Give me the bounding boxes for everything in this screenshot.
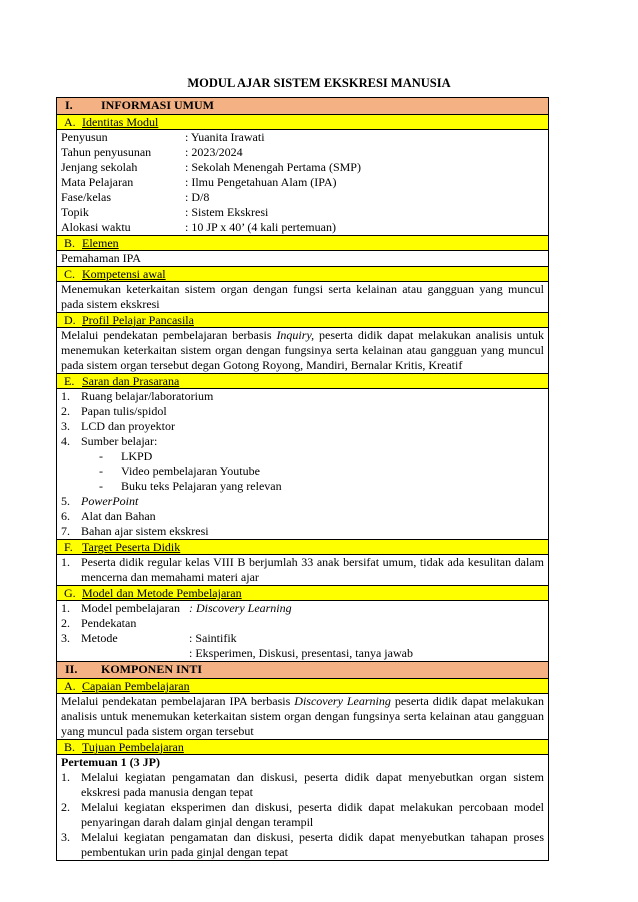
section-number: I. <box>65 98 73 112</box>
subsection-tujuan <box>57 740 549 755</box>
list-number: 3. <box>61 830 70 844</box>
subsection-elemen <box>57 236 549 251</box>
metode-extra: : Eksperimen, Diskusi, presentasi, tanya jawab <box>189 646 413 660</box>
identitas-row <box>61 190 544 205</box>
field-key: Mata Pelajaran <box>61 175 134 189</box>
list-item <box>61 616 544 631</box>
sarana-content <box>57 389 549 540</box>
identitas-row <box>61 205 544 220</box>
identitas-content <box>57 130 549 236</box>
list-item <box>61 509 544 524</box>
field-key: Topik <box>61 205 89 219</box>
list-item <box>61 631 544 646</box>
list-item <box>61 389 544 404</box>
subsection-sarana <box>57 374 549 389</box>
list-text: LCD dan proyektor <box>81 419 175 433</box>
list-number: 1. <box>61 389 70 403</box>
document-title: MODUL AJAR SISTEM EKSKRESI MANUSIA <box>187 76 451 90</box>
capaian-content <box>57 694 549 740</box>
identitas-row <box>61 160 544 175</box>
subsection-target-peserta <box>57 540 549 555</box>
list-number: 6. <box>61 509 70 523</box>
subsection-letter: A. <box>64 679 76 693</box>
section-label: INFORMASI UMUM <box>101 98 214 112</box>
field-key: Jenjang sekolah <box>61 160 138 174</box>
sub-list-item <box>61 449 544 464</box>
sub-list-text: LKPD <box>121 449 153 463</box>
list-item <box>61 419 544 434</box>
subsection-label: Tujuan Pembelajaran <box>82 740 184 754</box>
capaian-text-post: peserta didik dapat melakukan analisis untuk menemukan keterkaitan sistem organ dengan fungsinya serta kelainan atau gangguan yang muncul pada sistem organ tersebut <box>61 694 544 738</box>
list-number: 2. <box>61 404 70 418</box>
list-number: 3. <box>61 631 70 645</box>
pertemuan-heading: Pertemuan 1 (3 JP) <box>61 755 160 769</box>
subsection-capaian <box>57 679 549 694</box>
list-number: 5. <box>61 494 70 508</box>
kompetensi-text: Menemukan keterkaitan sistem organ dengan fungsi serta kelainan atau gangguan yang muncul pada sistem ekskresi <box>57 282 549 313</box>
section-header-informasi-umum <box>57 98 549 115</box>
list-text: Melalui kegiatan pengamatan dan diskusi, peserta didik dapat menyebutkan organ sistem ekskresi pada manusia dengan tepat <box>81 770 544 799</box>
list-text: Sumber belajar: <box>81 434 158 448</box>
capaian-text-pre: Melalui pendekatan pembelajaran IPA berbasis <box>61 694 295 708</box>
field-value: : Ilmu Pengetahuan Alam (IPA) <box>185 175 337 189</box>
list-text: Alat dan Bahan <box>81 509 156 523</box>
list-item <box>61 494 544 509</box>
subsection-letter: E. <box>64 374 75 388</box>
profil-text-post: peserta didik dapat melakukan analisis untuk menemukan keterkaitan sistem organ dengan fungsinya serta kelainan atau gangguan yang muncul pada sistem organ tersebut degan Gotong Royong, Mandiri, Bernalar Kritis, Kreatif <box>61 328 544 372</box>
list-number: 2. <box>61 616 70 630</box>
subsection-letter: C. <box>64 267 76 281</box>
subsection-label: Model dan Metode Pembelajaran <box>82 586 242 600</box>
subsection-model-metode <box>57 586 549 601</box>
model-content <box>57 601 549 662</box>
list-item <box>61 404 544 419</box>
list-text: Ruang belajar/laboratorium <box>81 389 214 403</box>
field-value: : Sistem Ekskresi <box>185 205 269 219</box>
section-label: KOMPONEN INTI <box>101 662 203 676</box>
subsection-label: Profil Pelajar Pancasila <box>82 313 194 327</box>
subsection-label: Saran dan Prasarana <box>82 374 180 388</box>
subsection-letter: A. <box>64 115 76 129</box>
field-value: : 10 JP x 40’ (4 kali pertemuan) <box>185 220 336 234</box>
subsection-label: Identitas Modul <box>82 115 159 129</box>
elemen-content <box>57 251 549 267</box>
subsection-label: Kompetensi awal <box>82 267 166 281</box>
list-item <box>61 434 544 449</box>
subsection-label: Target Peserta Didik <box>82 540 181 554</box>
subsection-letter: G. <box>64 586 76 600</box>
subsection-letter: D. <box>64 313 76 327</box>
dash-marker: - <box>99 464 103 478</box>
tujuan-content <box>57 755 549 861</box>
identitas-row <box>61 220 544 235</box>
module-table <box>56 97 549 861</box>
subsection-label: Capaian Pembelajaran <box>82 679 190 693</box>
list-number: 1. <box>61 555 70 569</box>
field-key: Penyusun <box>61 130 108 144</box>
list-item <box>61 770 544 800</box>
identitas-row <box>61 175 544 190</box>
subsection-profil-pelajar <box>57 313 549 328</box>
field-value: : Sekolah Menengah Pertama (SMP) <box>185 160 361 174</box>
subsection-label: Elemen <box>82 236 119 250</box>
list-item <box>61 601 544 616</box>
list-number: 4. <box>61 434 70 448</box>
list-item <box>61 524 544 539</box>
list-item <box>61 830 544 860</box>
field-value: : Yuanita Irawati <box>185 130 265 144</box>
field-value: : D/8 <box>185 190 210 204</box>
section-number: II. <box>65 662 78 676</box>
elemen-text: Pemahaman IPA <box>57 251 549 267</box>
sub-list-text: Video pembelajaran Youtube <box>121 464 260 478</box>
field-value: : 2023/2024 <box>185 145 243 159</box>
profil-text-pre: Melalui pendekatan pembelajaran berbasis <box>61 328 277 342</box>
target-content <box>57 555 549 586</box>
subsection-kompetensi-awal <box>57 267 549 282</box>
list-text: PowerPoint <box>81 494 139 508</box>
list-item <box>61 555 544 585</box>
subsection-letter: B. <box>64 740 76 754</box>
list-text: Melalui kegiatan pengamatan dan diskusi, peserta didik dapat menyebutkan tahapan proses pembentukan urin pada ginjal dengan tepat <box>81 830 544 859</box>
list-number: 1. <box>61 601 70 615</box>
field-key: Tahun penyusunan <box>61 145 152 159</box>
identitas-row <box>61 145 544 160</box>
sub-list-item <box>61 479 544 494</box>
dash-marker: - <box>99 449 103 463</box>
kompetensi-content <box>57 282 549 313</box>
profil-text-emphasis: Inquiry, <box>276 328 315 342</box>
list-text: Papan tulis/spidol <box>81 404 167 418</box>
list-text: Melalui kegiatan eksperimen dan diskusi, peserta didik dapat melakukan percobaan model penyaringan darah dalam ginjal dengan terampil <box>81 800 544 829</box>
list-item <box>61 800 544 830</box>
list-number: 7. <box>61 524 70 538</box>
capaian-text <box>57 694 549 740</box>
field-key: Metode <box>81 631 118 645</box>
field-value: : Discovery Learning <box>189 601 292 615</box>
subsection-letter: B. <box>64 236 76 250</box>
list-text: Bahan ajar sistem ekskresi <box>81 524 209 538</box>
sub-list-item <box>61 464 544 479</box>
profil-text <box>57 328 549 374</box>
list-number: 3. <box>61 419 70 433</box>
field-key: Model pembelajaran <box>81 601 180 615</box>
list-number: 2. <box>61 800 70 814</box>
list-number: 1. <box>61 770 70 784</box>
field-key: Alokasi waktu <box>61 220 131 234</box>
list-text: Peserta didik regular kelas VIII B berjumlah 33 anak bersifat umum, tidak ada kesulitan dalam mencerna dan memahami materi ajar <box>81 555 544 584</box>
subsection-identitas-modul <box>57 115 549 130</box>
section-header-komponen-inti <box>57 662 549 679</box>
capaian-text-emphasis: Discovery Learning <box>294 694 391 708</box>
identitas-row <box>61 130 544 145</box>
profil-content <box>57 328 549 374</box>
subsection-letter: F. <box>64 540 73 554</box>
sub-list-text: Buku teks Pelajaran yang relevan <box>121 479 282 493</box>
field-value: : Saintifik <box>189 631 237 645</box>
field-key: Fase/kelas <box>61 190 111 204</box>
dash-marker: - <box>99 479 103 493</box>
field-key: Pendekatan <box>81 616 137 630</box>
